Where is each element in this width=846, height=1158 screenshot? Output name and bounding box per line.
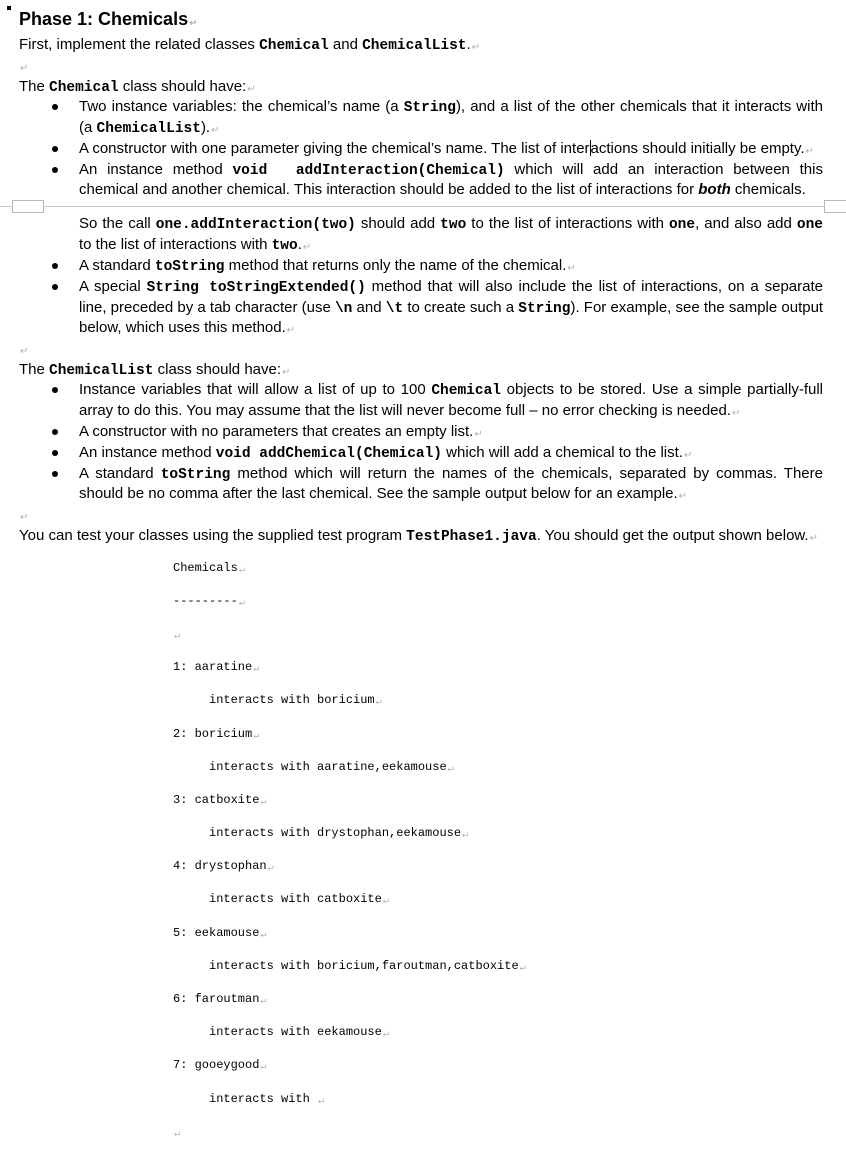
chemical-bullet-1-line-1: Two instance variables: the chemical’s name (a String), and a list of the other chemicals that it interacts with [79, 98, 823, 116]
list-bullet-4-line-1: A standard toString method which will return the names of the chemicals, separated by commas. There [79, 465, 823, 483]
sample-entry-label: 4: drystophan↵ [173, 859, 274, 875]
chemical-bullet-3-line-3: So the call one.addInteraction(two) should add two to the list of interactions with one, and also add one [79, 215, 823, 233]
list-bullet-3: An instance method void addChemical(Chemical) which will add a chemical to the list.↵ [79, 444, 693, 462]
sample-entry-interacts: interacts with boricium↵ [173, 693, 382, 709]
bullet-icon [52, 284, 58, 290]
sample-entry-label: 2: boricium↵ [173, 726, 260, 742]
sample-entry-label: 6: faroutman↵ [173, 992, 267, 1008]
chemicallist-class-heading: The ChemicalList class should have:↵ [19, 361, 291, 379]
bullet-icon [52, 450, 58, 456]
chemical-bullet-4: A standard toString method that returns only the name of the chemical.↵ [79, 257, 576, 275]
empty-paragraph: ↵ [20, 63, 29, 74]
corner-marker [7, 6, 11, 10]
empty-paragraph: ↵ [20, 346, 29, 357]
sample-entry-label: 5: eekamouse↵ [173, 925, 267, 941]
sample-entry-interacts: interacts with drystophan,eekamouse↵ [173, 826, 469, 842]
sample-entry-interacts: interacts with aaratine,eekamouse↵ [173, 759, 454, 775]
bullet-icon [52, 387, 58, 393]
bullet-icon [52, 429, 58, 435]
page-break [0, 200, 846, 212]
chemical-bullet-5-line-3: below, which uses this method.↵ [79, 319, 296, 336]
sample-blank-line: ↵ [174, 630, 181, 642]
page-margin-marker-left [12, 200, 44, 213]
bullet-icon [52, 263, 58, 269]
page-title: Phase 1: Chemicals↵ [19, 9, 198, 29]
list-bullet-4-line-2: should be no comma after the last chemical. See the sample output below for an example.↵ [79, 485, 688, 502]
list-bullet-1-line-1: Instance variables that will allow a list of up to 100 Chemical objects to be stored. Use a simple partially-full [79, 381, 824, 399]
sample-entry-label: 7: gooeygood↵ [173, 1058, 267, 1074]
sample-entry-label: 3: catboxite↵ [173, 792, 267, 808]
sample-entry-interacts: interacts with boricium,faroutman,catboxite↵ [173, 958, 526, 974]
empty-paragraph: ↵ [20, 512, 29, 523]
bullet-icon [52, 104, 58, 110]
sample-output [173, 545, 526, 1158]
test-paragraph: You can test your classes using the supplied test program TestPhase1.java. You should get the output shown below.↵ [19, 527, 818, 545]
intro-paragraph: First, implement the related classes Chemical and ChemicalList.↵ [19, 36, 481, 54]
sample-entry-interacts: interacts with catboxite↵ [173, 892, 389, 908]
bullet-icon [52, 146, 58, 152]
list-bullet-1-line-2: array to do this. You may assume that the list will never become full – no error checking is needed.↵ [79, 402, 741, 419]
chemical-bullet-5-line-2: line, preceded by a tab character (use \n and \t to create such a String). For example, see the sample output [79, 299, 824, 317]
chemical-bullet-2: A constructor with one parameter giving the chemical’s name. The list of interactions should initially be empty.↵ [79, 140, 814, 157]
list-bullet-2: A constructor with no parameters that creates an empty list.↵ [79, 423, 483, 440]
chemical-bullet-5-line-1: A special String toStringExtended() method that will also include the list of interactions, on a separate [79, 278, 823, 296]
sample-header: Chemicals↵ [173, 560, 245, 576]
sample-rule: ---------↵ [173, 593, 245, 609]
page-margin-marker-right [824, 200, 846, 213]
sample-entry-interacts: interacts with eekamouse↵ [173, 1025, 389, 1041]
bullet-icon [52, 167, 58, 173]
chemical-bullet-3-line-4: to the list of interactions with two.↵ [79, 236, 312, 254]
chemical-class-heading: The Chemical class should have:↵ [19, 78, 256, 96]
sample-entry-interacts: interacts with ↵ [173, 1091, 325, 1107]
bullet-icon [52, 471, 58, 477]
sample-blank-line: ↵ [174, 1128, 181, 1140]
chemical-bullet-1-line-2: (a ChemicalList).↵ [79, 119, 220, 137]
chemical-bullet-3-line-2: chemical and another chemical. This interaction should be added to the list of interactions for both chemicals. [79, 181, 806, 198]
chemical-bullet-3-line-1: An instance method void addInteraction(Chemical) which will add an interaction between this [79, 161, 823, 179]
sample-entry-label: 1: aaratine↵ [173, 660, 260, 676]
